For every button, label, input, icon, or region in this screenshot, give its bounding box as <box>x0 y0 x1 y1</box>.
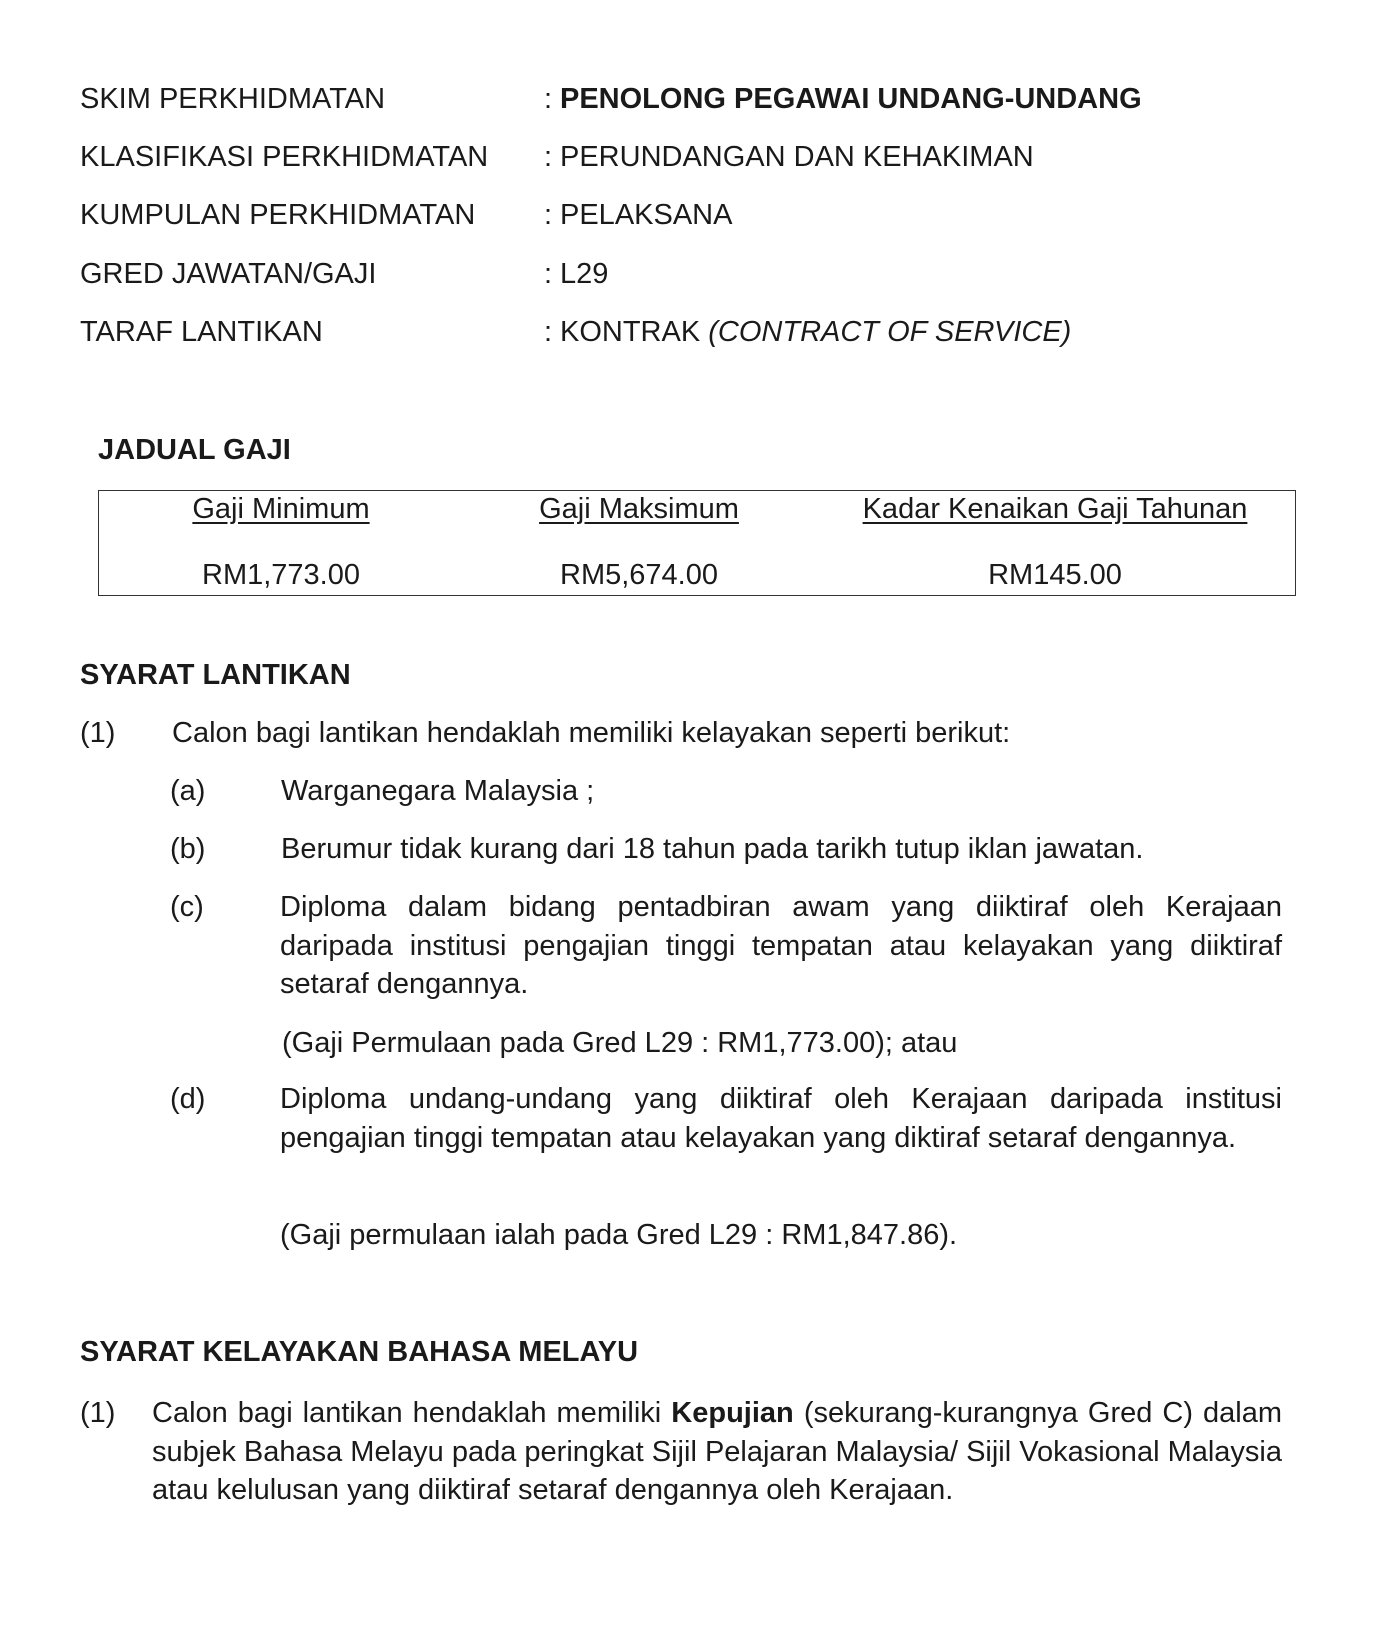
info-value: PERUNDANGAN DAN KEHAKIMAN <box>560 141 1034 173</box>
info-value-text: KONTRAK <box>560 316 701 348</box>
syarat-bahasa-heading: SYARAT KELAYAKAN BAHASA MELAYU <box>80 1336 639 1368</box>
list-item-a: Warganegara Malaysia ; <box>281 775 595 807</box>
info-colon: : <box>544 258 553 290</box>
table-value-gaji-maksimum: RM5,674.00 <box>560 559 718 591</box>
info-label: KLASIFIKASI PERKHIDMATAN <box>80 141 489 173</box>
info-value-wrapper <box>560 312 1071 352</box>
info-value: L29 <box>560 258 609 290</box>
syarat-lantikan-heading: SYARAT LANTIKAN <box>80 659 351 691</box>
list-item-c: Diploma dalam bidang pentadbiran awam yang diiktiraf oleh Kerajaan daripada institusi pengajian tinggi tempatan atau kelayakan yang diiktiraf setaraf dengannya. <box>280 891 1282 1000</box>
syarat-bahasa-text-before: Calon bagi lantikan hendaklah memiliki <box>152 1397 662 1429</box>
syarat-bahasa-text-after: (sekurang-kurangnya Gred C) dalam subjek Bahasa Melayu pada peringkat Sijil Pelajaran Malaysia/ Sijil Vokasional Malaysia atau kelulusan yang diiktiraf setaraf dengannya oleh Kerajaan. <box>152 1397 1283 1506</box>
info-colon: : <box>544 199 553 231</box>
list-item-c-note: (Gaji Permulaan pada Gred L29 : RM1,773.00); atau <box>282 1027 958 1059</box>
info-label: SKIM PERKHIDMATAN <box>80 83 386 115</box>
info-value-italic: (CONTRACT OF SERVICE) <box>708 316 1072 348</box>
info-colon: : <box>544 83 553 115</box>
list-label-c: (c) <box>170 891 204 923</box>
info-label: TARAF LANTIKAN <box>80 316 323 348</box>
table-header-gaji-maksimum: Gaji Maksimum <box>539 493 739 525</box>
list-label-b: (b) <box>170 833 206 865</box>
info-colon: : <box>544 141 553 173</box>
table-header-kadar-kenaikan: Kadar Kenaikan Gaji Tahunan <box>862 493 1248 525</box>
list-label-a: (a) <box>170 775 206 807</box>
syarat-lantikan-intro: Calon bagi lantikan hendaklah memiliki kelayakan seperti berikut: <box>172 717 1011 749</box>
table-header-gaji-minimum: Gaji Minimum <box>192 493 370 525</box>
item-number: (1) <box>80 717 116 749</box>
info-label: KUMPULAN PERKHIDMATAN <box>80 199 476 231</box>
table-value-gaji-minimum: RM1,773.00 <box>202 559 360 591</box>
info-value: PENOLONG PEGAWAI UNDANG-UNDANG <box>560 83 1142 115</box>
list-item-d-note: (Gaji permulaan ialah pada Gred L29 : RM1,847.86). <box>280 1219 958 1251</box>
info-label: GRED JAWATAN/GAJI <box>80 258 377 290</box>
salary-table <box>98 490 1296 596</box>
item-number: (1) <box>80 1397 116 1429</box>
list-item-b: Berumur tidak kurang dari 18 tahun pada tarikh tutup iklan jawatan. <box>281 833 1144 865</box>
info-value: PELAKSANA <box>560 199 733 231</box>
list-item-d: Diploma undang-undang yang diiktiraf oleh Kerajaan daripada institusi pengajian tinggi tempatan atau kelayakan yang diktiraf setaraf dengannya. <box>280 1083 1282 1154</box>
table-value-kadar-kenaikan: RM145.00 <box>988 559 1122 591</box>
list-label-d: (d) <box>170 1083 206 1115</box>
jadual-gaji-heading: JADUAL GAJI <box>98 434 291 466</box>
info-colon: : <box>544 316 553 348</box>
syarat-bahasa-text-bold: Kepujian <box>671 1397 794 1429</box>
syarat-bahasa-text <box>152 1394 1282 1510</box>
